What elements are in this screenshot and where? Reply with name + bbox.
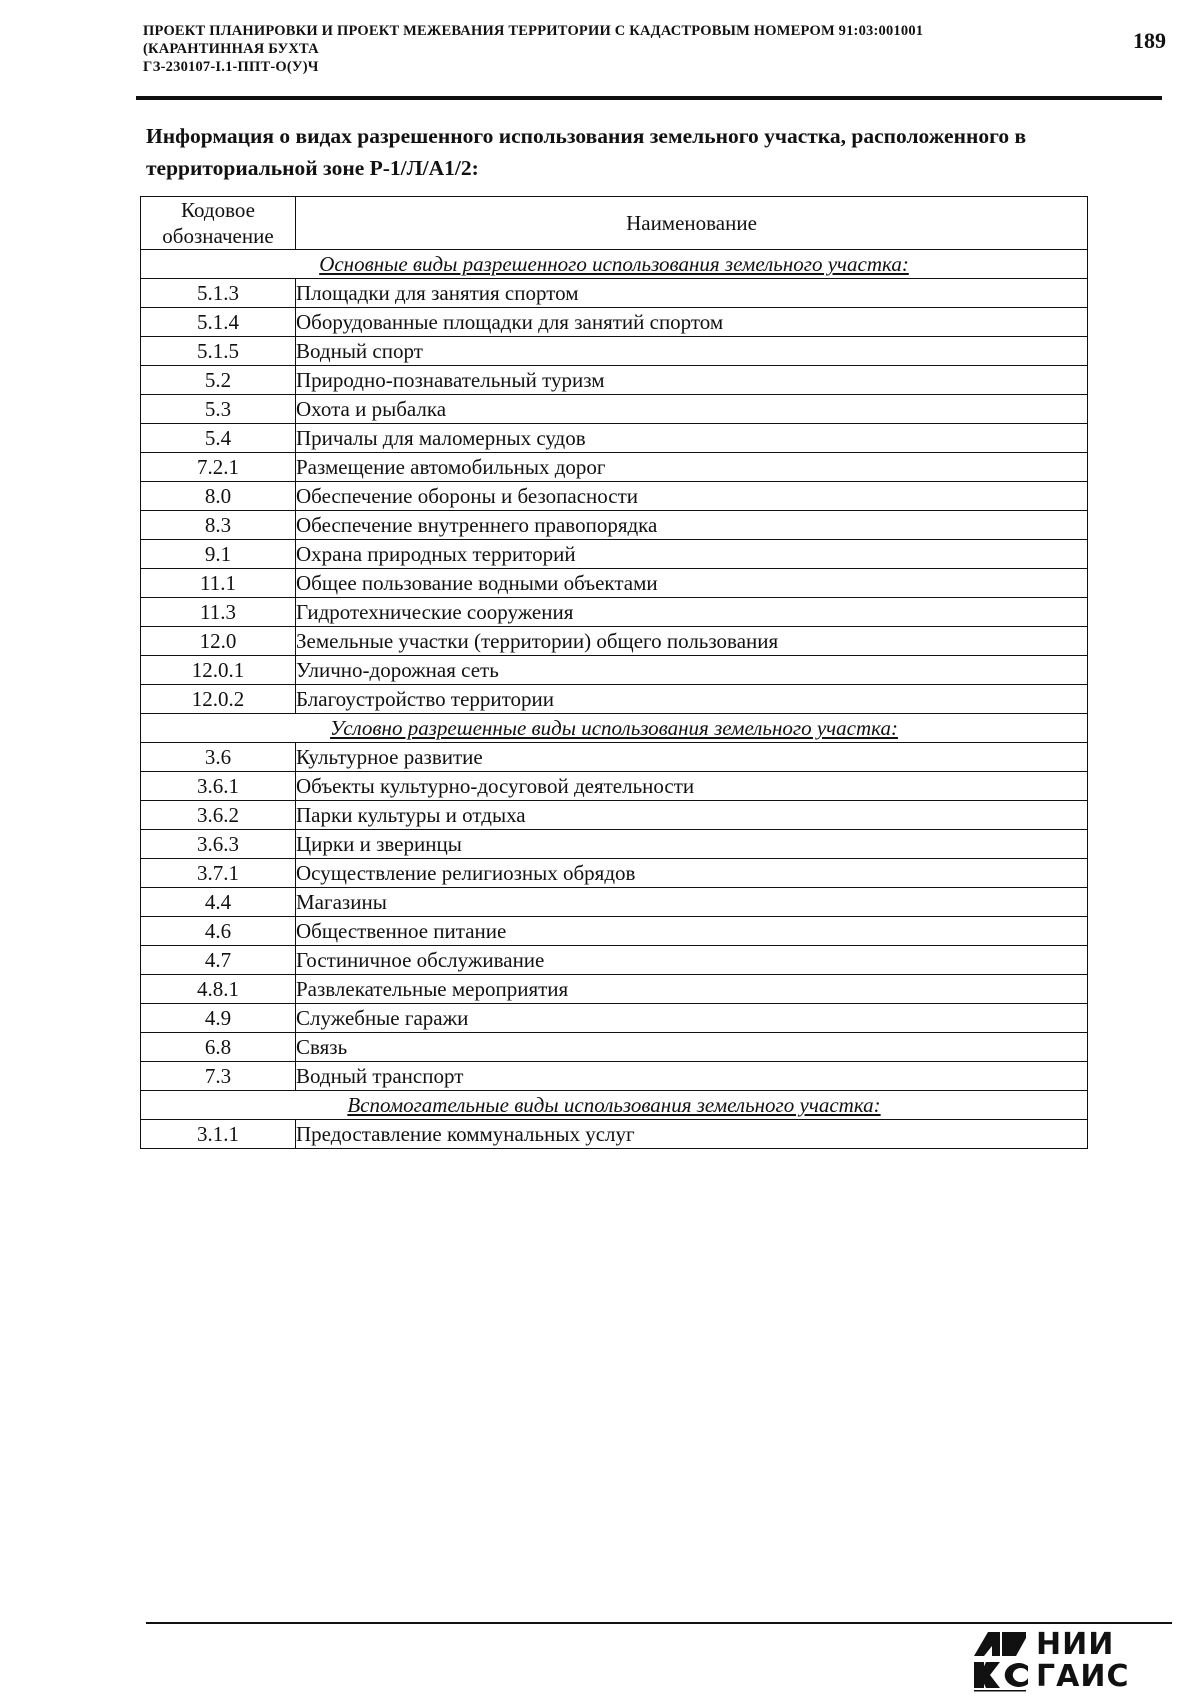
use-code: 8.0 <box>141 482 296 511</box>
use-code: 7.2.1 <box>141 453 296 482</box>
table-row <box>141 772 1088 801</box>
column-header-code: Кодовое обозначение <box>141 197 296 250</box>
table-row <box>141 801 1088 830</box>
use-name: Водный спорт <box>296 337 1088 366</box>
table-header-row <box>141 197 1088 250</box>
logo-text-line1: НИИ <box>1036 1627 1115 1662</box>
table-row <box>141 540 1088 569</box>
use-code: 3.6 <box>141 743 296 772</box>
column-header-name: Наименование <box>296 197 1088 250</box>
use-name: Развлекательные мероприятия <box>296 975 1088 1004</box>
use-name: Улично-дорожная сеть <box>296 656 1088 685</box>
use-name: Объекты культурно-досуговой деятельности <box>296 772 1088 801</box>
use-code: 4.4 <box>141 888 296 917</box>
section-title: Информация о видах разрешенного использования земельного участка, расположенного в территориальной зоне Р-1/Л/А1/2: <box>146 124 1027 180</box>
table-body <box>141 250 1088 1149</box>
use-code: 11.3 <box>141 598 296 627</box>
use-code: 12.0 <box>141 627 296 656</box>
table-row <box>141 656 1088 685</box>
table-row <box>141 1004 1088 1033</box>
table-row <box>141 395 1088 424</box>
use-name: Гидротехнические сооружения <box>296 598 1088 627</box>
use-name: Причалы для маломерных судов <box>296 424 1088 453</box>
use-code: 12.0.2 <box>141 685 296 714</box>
use-code: 6.8 <box>141 1033 296 1062</box>
table-row <box>141 627 1088 656</box>
table-row <box>141 598 1088 627</box>
use-code: 5.2 <box>141 366 296 395</box>
use-code: 3.6.2 <box>141 801 296 830</box>
use-name: Земельные участки (территории) общего пользования <box>296 627 1088 656</box>
use-code: 7.3 <box>141 1062 296 1091</box>
table-row <box>141 366 1088 395</box>
use-code: 11.1 <box>141 569 296 598</box>
table-row <box>141 859 1088 888</box>
table-row <box>141 830 1088 859</box>
use-name: Обеспечение обороны и безопасности <box>296 482 1088 511</box>
header-project-subtitle: (КАРАНТИННАЯ БУХТА <box>143 41 319 57</box>
page-number: 189 <box>1133 28 1166 53</box>
use-name: Благоустройство территории <box>296 685 1088 714</box>
table-group-row <box>141 1091 1088 1120</box>
use-code: 12.0.1 <box>141 656 296 685</box>
table-row <box>141 569 1088 598</box>
use-name: Обеспечение внутреннего правопорядка <box>296 511 1088 540</box>
group-title: Вспомогательные виды использования земельного участка: <box>141 1091 1088 1120</box>
table-row <box>141 511 1088 540</box>
table-row <box>141 424 1088 453</box>
use-code: 3.6.3 <box>141 830 296 859</box>
use-code: 5.1.4 <box>141 308 296 337</box>
table-row <box>141 685 1088 714</box>
use-name: Размещение автомобильных дорог <box>296 453 1088 482</box>
use-code: 5.1.5 <box>141 337 296 366</box>
use-name: Магазины <box>296 888 1088 917</box>
use-code: 4.8.1 <box>141 975 296 1004</box>
use-name: Культурное развитие <box>296 743 1088 772</box>
table-row <box>141 1062 1088 1091</box>
table-row <box>141 975 1088 1004</box>
use-code: 5.3 <box>141 395 296 424</box>
use-name: Служебные гаражи <box>296 1004 1088 1033</box>
use-name: Оборудованные площадки для занятий спортом <box>296 308 1088 337</box>
table-row <box>141 482 1088 511</box>
use-code: 5.1.3 <box>141 279 296 308</box>
use-code: 4.6 <box>141 917 296 946</box>
table-row <box>141 917 1088 946</box>
table-row <box>141 453 1088 482</box>
table-row <box>141 1033 1088 1062</box>
table-group-row <box>141 250 1088 279</box>
use-code: 4.9 <box>141 1004 296 1033</box>
header-project-title: ПРОЕКТ ПЛАНИРОВКИ И ПРОЕКТ МЕЖЕВАНИЯ ТЕРРИТОРИИ С КАДАСТРОВЫМ НОМЕРОМ 91:03:001001 <box>143 23 924 39</box>
land-use-table <box>140 196 1088 1149</box>
group-title: Условно разрешенные виды использования земельного участка: <box>141 714 1088 743</box>
use-code: 3.6.1 <box>141 772 296 801</box>
use-name: Предоставление коммунальных услуг <box>296 1120 1088 1149</box>
table-row <box>141 337 1088 366</box>
company-logo <box>970 1628 1170 1692</box>
table-row <box>141 888 1088 917</box>
use-name: Охота и рыбалка <box>296 395 1088 424</box>
table-row <box>141 308 1088 337</box>
group-title: Основные виды разрешенного использования земельного участка: <box>141 250 1088 279</box>
use-name: Гостиничное обслуживание <box>296 946 1088 975</box>
use-code: 3.7.1 <box>141 859 296 888</box>
use-code: 9.1 <box>141 540 296 569</box>
header-divider <box>136 96 1162 100</box>
table-row <box>141 946 1088 975</box>
logo-text-line2: ГАИС <box>1036 1659 1130 1694</box>
use-name: Водный транспорт <box>296 1062 1088 1091</box>
logo-mark-icon <box>970 1628 1034 1692</box>
use-name: Общее пользование водными объектами <box>296 569 1088 598</box>
use-name: Природно-познавательный туризм <box>296 366 1088 395</box>
header-document-code: ГЗ-230107-I.1-ППТ-О(У)Ч <box>143 59 319 75</box>
use-name: Парки культуры и отдыха <box>296 801 1088 830</box>
table-group-row <box>141 714 1088 743</box>
table-row <box>141 1120 1088 1149</box>
use-name: Площадки для занятия спортом <box>296 279 1088 308</box>
use-name: Осуществление религиозных обрядов <box>296 859 1088 888</box>
use-code: 8.3 <box>141 511 296 540</box>
use-code: 4.7 <box>141 946 296 975</box>
use-code: 3.1.1 <box>141 1120 296 1149</box>
use-name: Связь <box>296 1033 1088 1062</box>
use-name: Общественное питание <box>296 917 1088 946</box>
table-row <box>141 743 1088 772</box>
table-row <box>141 279 1088 308</box>
use-code: 5.4 <box>141 424 296 453</box>
use-name: Цирки и зверинцы <box>296 830 1088 859</box>
use-name: Охрана природных территорий <box>296 540 1088 569</box>
footer-divider <box>146 1622 1172 1624</box>
document-header <box>143 22 1073 76</box>
